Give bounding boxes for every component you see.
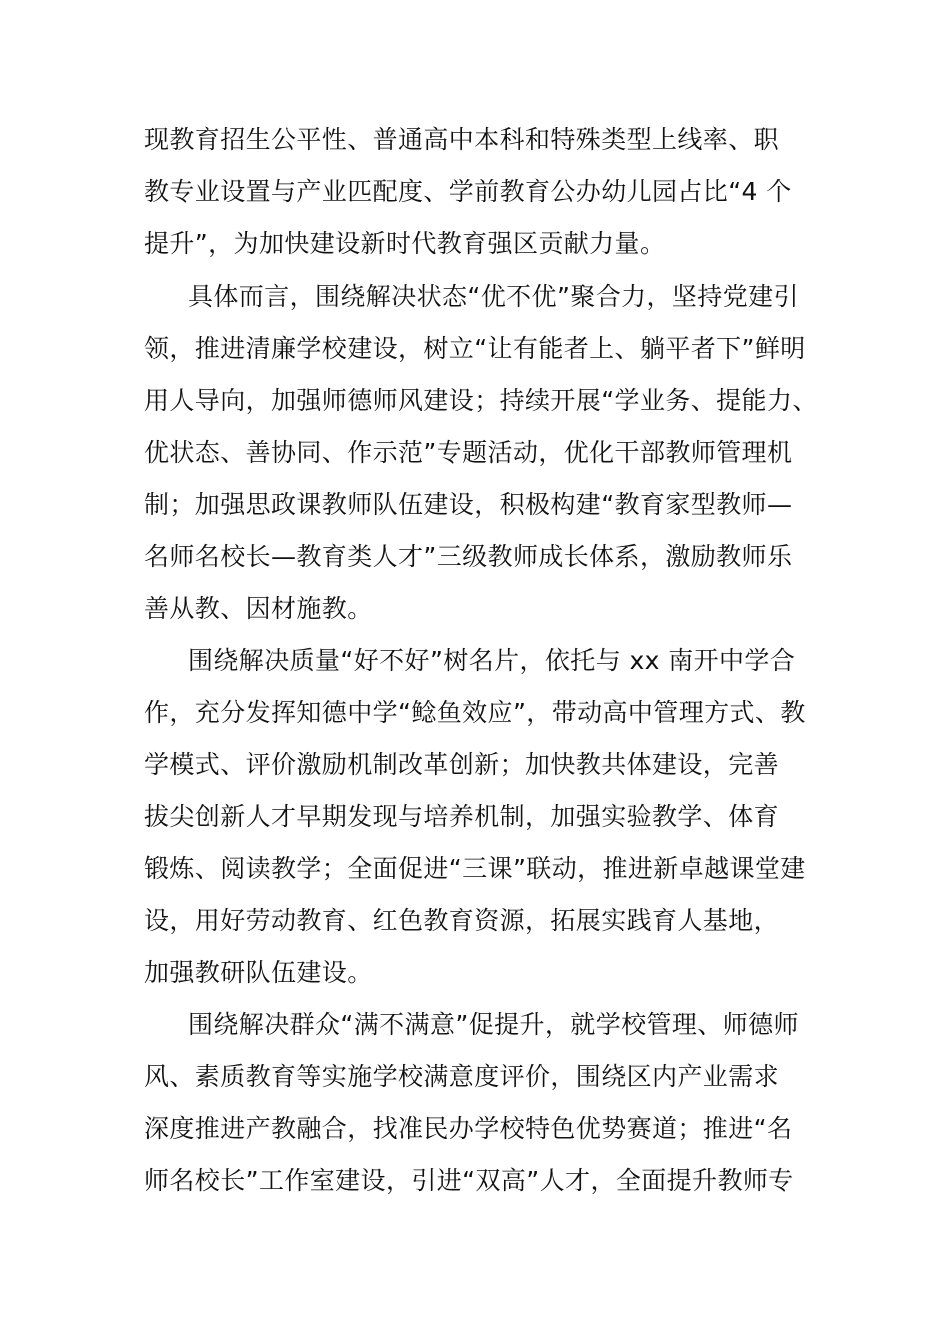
text-line: 用人导向，加强师德师风建设；持续开展“学业务、提能力、 bbox=[144, 386, 818, 415]
text-line: 围绕解决质量“好不好”树名片，依托与 xx 南开中学合 bbox=[188, 646, 796, 675]
text-line: 拔尖创新人才早期发现与培养机制，加强实验教学、体育 bbox=[144, 802, 780, 831]
text-line: 深度推进产教融合，找准民办学校特色优势赛道；推进“名 bbox=[144, 1114, 793, 1143]
text-line: 加强教研队伍建设。 bbox=[144, 958, 373, 987]
text-line: 提升”，为加快建设新时代教育强区贡献力量。 bbox=[144, 229, 666, 258]
text-line: 优状态、善协同、作示范”专题活动，优化干部教师管理机 bbox=[144, 438, 793, 467]
text-line: 师名校长”工作室建设，引进“双高”人才，全面提升教师专 bbox=[144, 1166, 794, 1195]
text-line: 领，推进清廉学校建设，树立“让有能者上、躺平者下”鲜明 bbox=[144, 334, 806, 363]
text-line: 善从教、因材施教。 bbox=[144, 594, 373, 623]
text-line: 风、素质教育等实施学校满意度评价，围绕区内产业需求 bbox=[144, 1062, 780, 1091]
text-line: 锻炼、阅读教学；全面促进“三课”联动，推进新卓越课堂建 bbox=[144, 854, 806, 883]
text-line: 围绕解决群众“满不满意”促提升，就学校管理、师德师 bbox=[188, 1010, 799, 1039]
text-line: 名师名校长—教育类人才”三级教师成长体系，激励教师乐 bbox=[144, 542, 793, 571]
text-line: 现教育招生公平性、普通高中本科和特殊类型上线率、职 bbox=[144, 125, 780, 154]
text-line: 具体而言，围绕解决状态“优不优”聚合力，坚持党建引 bbox=[188, 282, 799, 311]
text-line: 设，用好劳动教育、红色教育资源，拓展实践育人基地， bbox=[144, 906, 780, 935]
text-line: 教专业设置与产业匹配度、学前教育公办幼儿园占比“4 个 bbox=[144, 177, 792, 206]
text-line: 制；加强思政课教师队伍建设，积极构建“教育家型教师— bbox=[144, 490, 793, 519]
text-line: 学模式、评价激励机制改革创新；加快教共体建设，完善 bbox=[144, 750, 780, 779]
text-line: 作，充分发挥知德中学“鲶鱼效应”，带动高中管理方式、教 bbox=[144, 698, 806, 727]
